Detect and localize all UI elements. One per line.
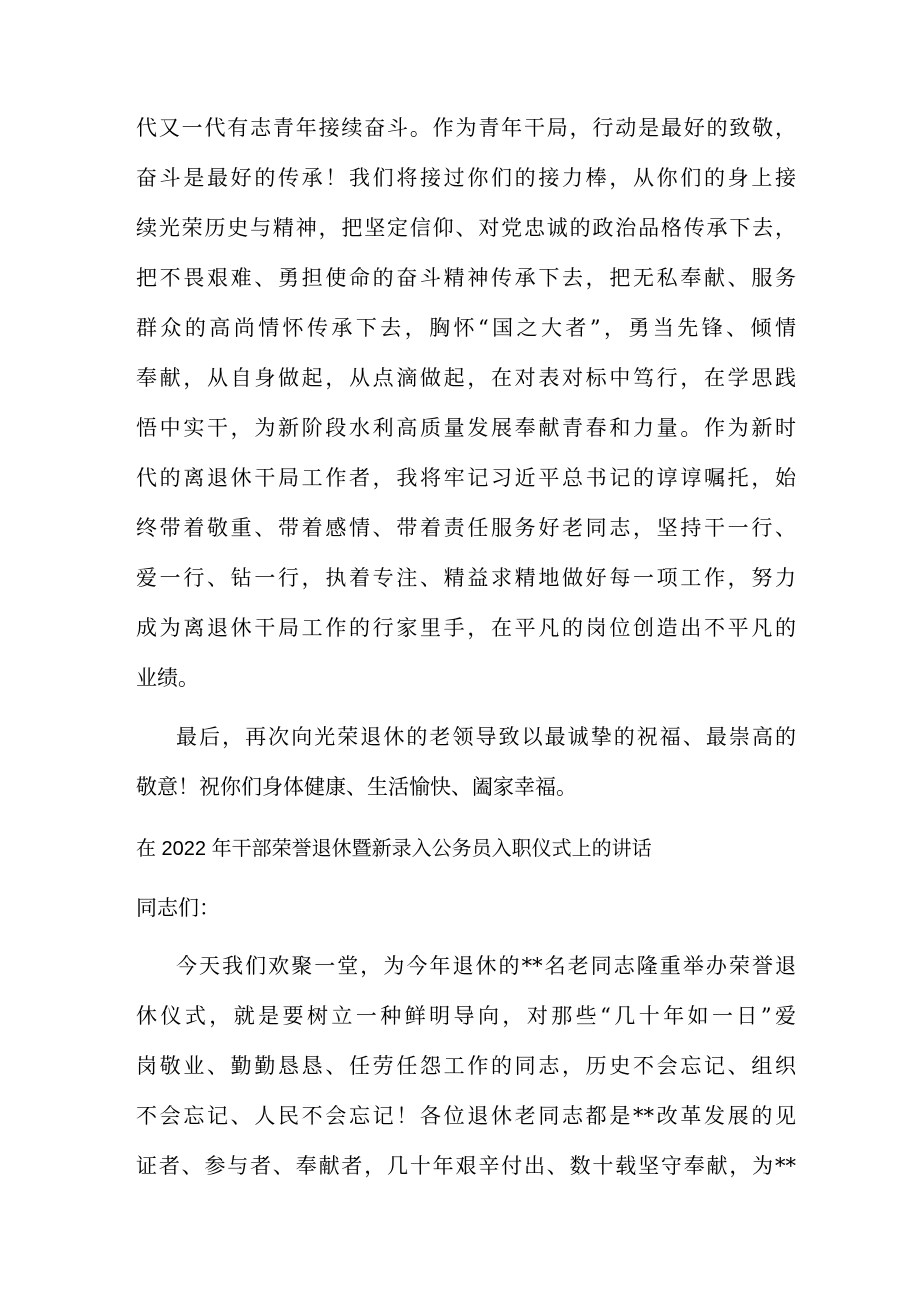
paragraph-1-line: 悟中实干，为新阶段水利高质量发展奉献青春和力量。作为新时 bbox=[136, 416, 796, 440]
paragraph-3-line: 不会忘记、人民不会忘记！各位退休老同志都是**改革发展的见 bbox=[136, 1104, 796, 1128]
paragraph-2-line: 敬意！祝你们身体健康、生活愉快、阖家幸福。 bbox=[136, 775, 577, 799]
paragraph-1-line: 爱一行、钻一行，执着专注、精益求精地做好每一项工作，努力 bbox=[136, 566, 796, 590]
paragraph-1-line: 终带着敬重、带着感情、带着责任服务好老同志，坚持干一行、 bbox=[136, 516, 796, 540]
paragraph-1-line: 续光荣历史与精神，把坚定信仰、对党忠诚的政治品格传承下去， bbox=[136, 216, 796, 240]
paragraph-1-line: 业绩。 bbox=[136, 666, 199, 690]
paragraph-1-line: 成为离退休干局工作的行家里手，在平凡的岗位创造出不平凡的 bbox=[136, 616, 796, 640]
paragraph-2-line: 最后，再次向光荣退休的老领导致以最诚挚的祝福、最崇高的 bbox=[176, 725, 796, 749]
salutation: 同志们： bbox=[136, 896, 220, 920]
paragraph-3-line: 今天我们欢聚一堂，为今年退休的**名老同志隆重举办荣誉退 bbox=[176, 954, 796, 978]
paragraph-3-line: 休仪式，就是要树立一种鲜明导向，对那些“几十年如一日”爱 bbox=[136, 1004, 796, 1028]
paragraph-1-line: 群众的高尚情怀传承下去，胸怀“国之大者”，勇当先锋、倾情 bbox=[136, 316, 796, 340]
paragraph-1-line: 奉献，从自身做起，从点滴做起，在对表对标中笃行，在学思践 bbox=[136, 366, 796, 390]
speech-title: 在 2022 年干部荣誉退休暨新录入公务员入职仪式上的讲话 bbox=[136, 838, 652, 860]
paragraph-3-line: 岗敬业、勤勤恳恳、任劳任怨工作的同志，历史不会忘记、组织 bbox=[136, 1054, 796, 1078]
paragraph-1-line: 代的离退休干局工作者，我将牢记习近平总书记的谆谆嘱托，始 bbox=[136, 466, 796, 490]
paragraph-3-line: 证者、参与者、奉献者，几十年艰辛付出、数十载坚守奉献，为** bbox=[136, 1154, 796, 1178]
paragraph-1-line: 奋斗是最好的传承！我们将接过你们的接力棒，从你们的身上接 bbox=[136, 166, 796, 190]
paragraph-1-line: 代又一代有志青年接续奋斗。作为青年干局，行动是最好的致敬， bbox=[136, 116, 796, 140]
paragraph-1-line: 把不畏艰难、勇担使命的奋斗精神传承下去，把无私奉献、服务 bbox=[136, 266, 796, 290]
